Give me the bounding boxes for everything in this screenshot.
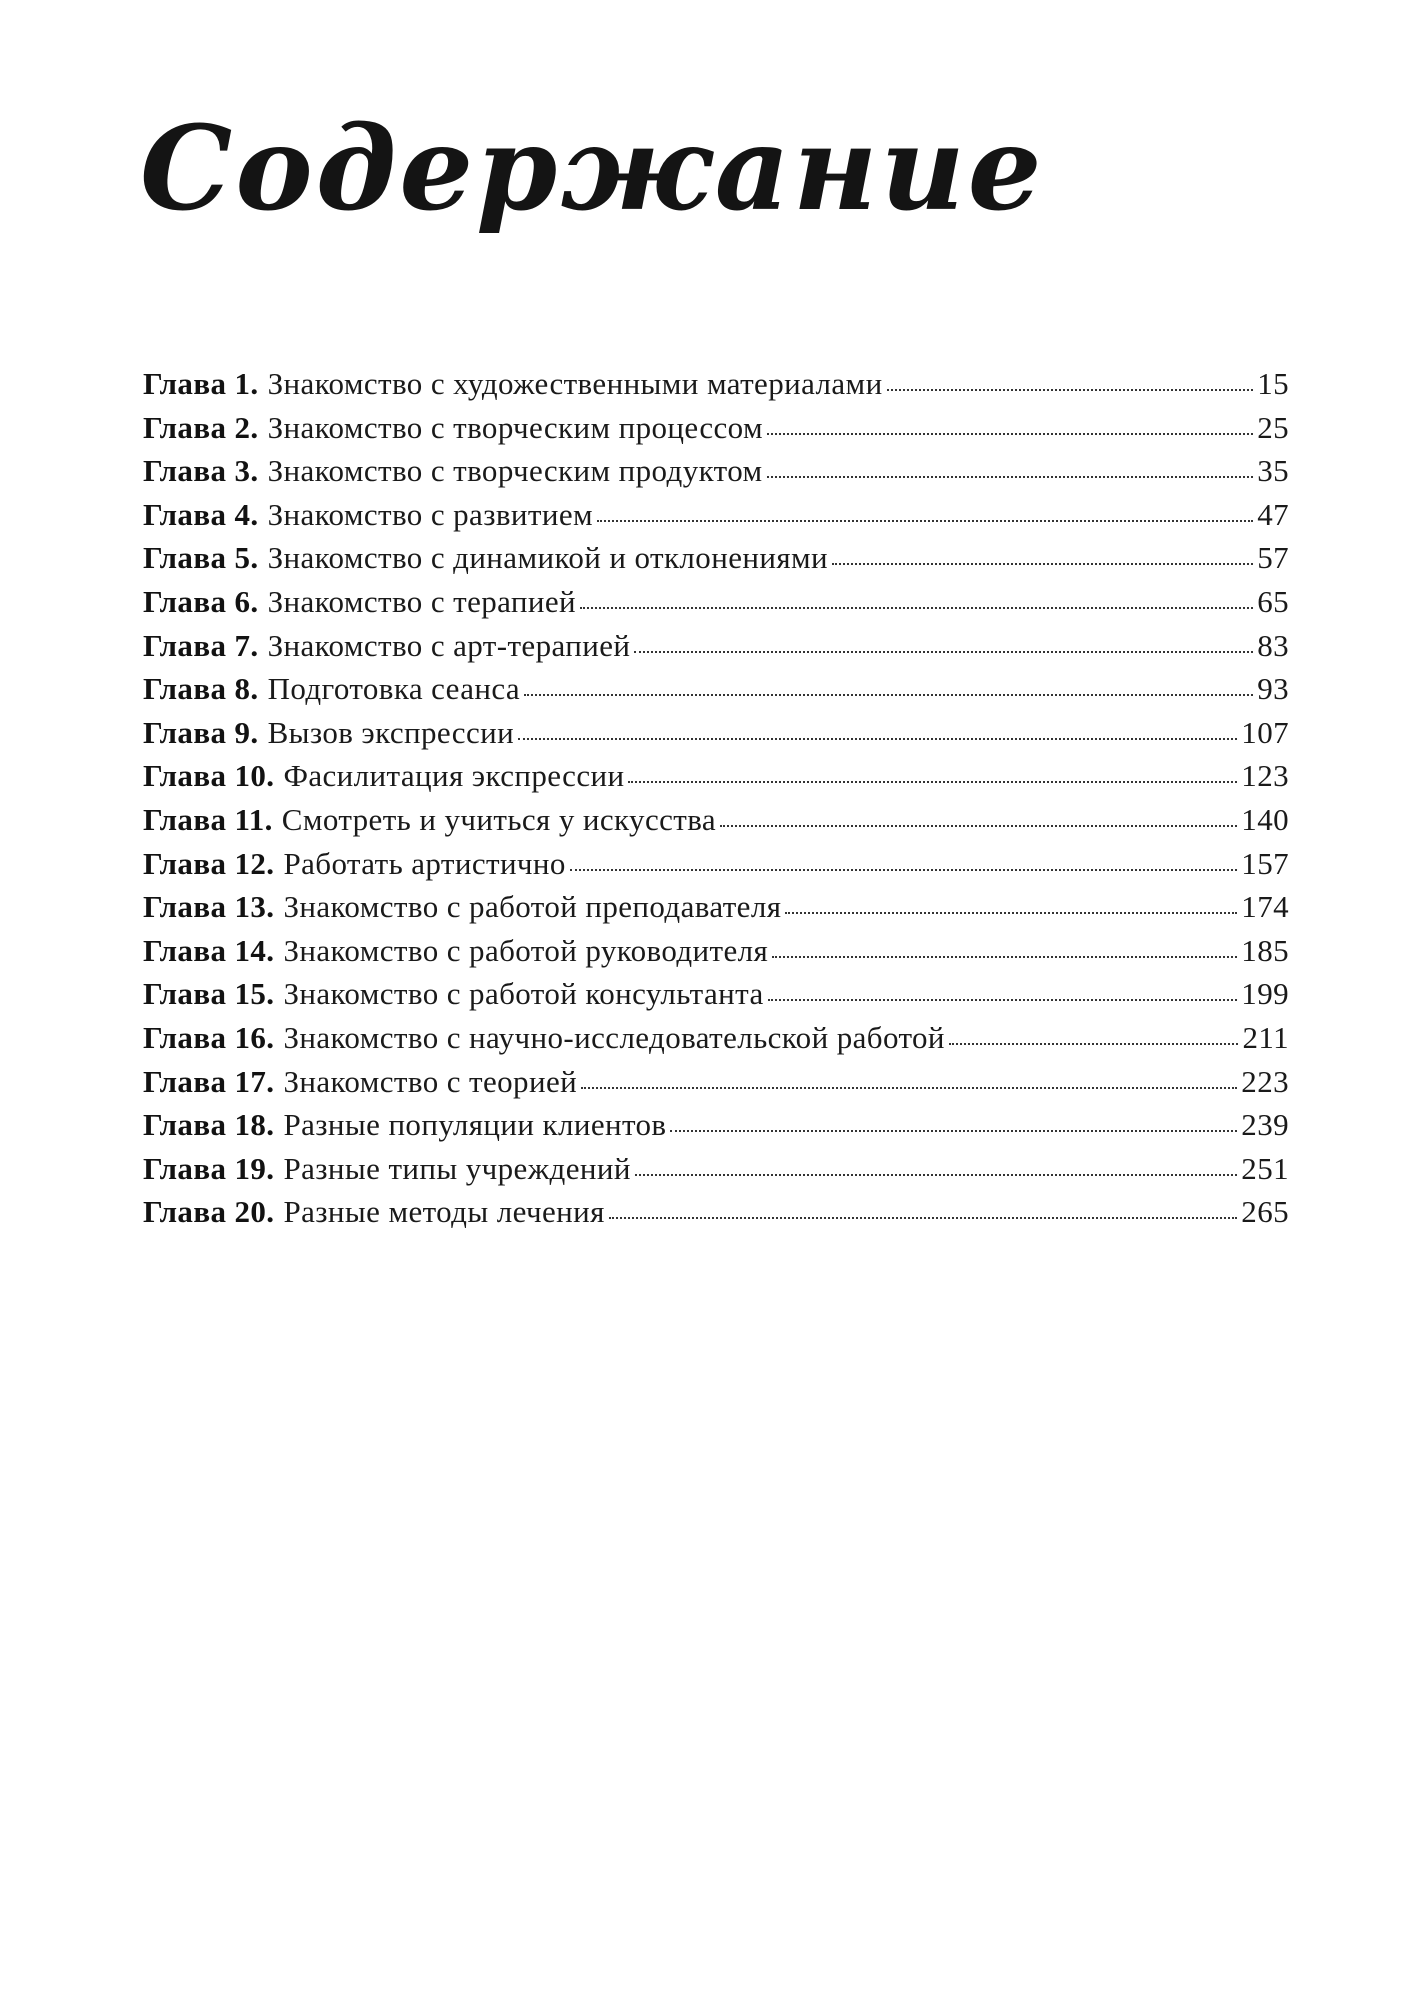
toc-entry [143,624,1289,668]
chapter-number: Глава 5. [143,540,259,576]
dot-leader [767,476,1254,478]
toc-entry [143,798,1289,842]
chapter-number: Глава 9. [143,714,259,750]
toc-entry [143,580,1289,624]
chapter-title: Разные типы учреждений [283,1150,631,1186]
chapter-number: Глава 13. [143,889,275,925]
toc-entry [143,1016,1289,1060]
toc-entry [143,1190,1289,1234]
chapter-title: Знакомство с арт-терапией [267,627,631,663]
dot-leader [581,1087,1237,1089]
dot-leader [609,1217,1238,1219]
page-number: 65 [1257,583,1289,619]
toc-entry [143,449,1289,493]
chapter-title: Знакомство с динамикой и отклонениями [267,540,828,576]
chapter-title: Знакомство с работой преподавателя [283,889,782,925]
chapter-title: Работать артистично [283,845,566,881]
toc-entry [143,929,1289,973]
chapter-title: Знакомство с научно-исследовательской работой [283,1019,945,1055]
page-number: 93 [1257,671,1289,707]
dot-leader [720,825,1237,827]
page-number: 25 [1257,409,1289,445]
chapter-title: Знакомство с творческим продуктом [267,453,763,489]
page-number: 211 [1242,1019,1289,1055]
dot-leader [772,956,1237,958]
chapter-number: Глава 12. [143,845,275,881]
dot-leader [887,389,1254,391]
toc-entry [143,536,1289,580]
dot-leader [767,433,1253,435]
page-number: 185 [1241,932,1289,968]
chapter-number: Глава 1. [143,366,259,401]
toc-entry [143,972,1289,1016]
toc-entry [143,1060,1289,1104]
chapter-number: Глава 2. [143,409,259,445]
page-number: 239 [1241,1107,1289,1143]
dot-leader [635,1174,1237,1176]
chapter-number: Глава 11. [143,801,273,837]
chapter-title: Знакомство с работой консультанта [283,976,764,1012]
chapter-title: Знакомство с теорией [283,1063,578,1099]
dot-leader [597,520,1253,522]
chapter-number: Глава 4. [143,496,259,532]
dot-leader [524,694,1253,696]
table-of-contents [143,362,1289,1234]
chapter-title: Знакомство с художественными материалами [267,366,883,401]
chapter-number: Глава 17. [143,1063,275,1099]
toc-entry [143,885,1289,929]
dot-leader [785,912,1237,914]
chapter-title: Смотреть и учиться у искусства [281,801,717,837]
chapter-title: Разные методы лечения [283,1194,605,1230]
chapter-number: Глава 15. [143,976,275,1012]
page-number: 107 [1241,714,1289,750]
chapter-number: Глава 10. [143,758,275,794]
dot-leader [949,1043,1239,1045]
page-number: 35 [1257,453,1289,489]
toc-entry [143,667,1289,711]
chapter-number: Глава 3. [143,453,259,489]
toc-entry [143,754,1289,798]
page-title: Содержание [140,101,1045,237]
chapter-number: Глава 19. [143,1150,275,1186]
dot-leader [768,999,1238,1001]
dot-leader [580,607,1253,609]
page-number: 123 [1241,758,1289,794]
dot-leader [518,738,1237,740]
chapter-number: Глава 14. [143,932,275,968]
dot-leader [634,651,1253,653]
toc-entry [143,493,1289,537]
chapter-number: Глава 8. [143,671,259,707]
chapter-number: Глава 18. [143,1107,275,1143]
chapter-title: Знакомство с терапией [267,583,577,619]
dot-leader [628,781,1237,783]
chapter-title: Фасилитация экспрессии [283,758,625,794]
chapter-number: Глава 20. [143,1194,275,1230]
chapter-title: Подготовка сеанса [267,671,521,707]
dot-leader [832,563,1253,565]
chapter-number: Глава 7. [143,627,259,663]
toc-entry [143,362,1289,406]
page-number: 174 [1241,889,1289,925]
toc-entry [143,406,1289,450]
page-number: 47 [1257,496,1289,532]
toc-entry [143,1147,1289,1191]
page-number: 265 [1241,1194,1289,1230]
chapter-title: Вызов экспрессии [267,714,515,750]
chapter-number: Глава 6. [143,583,259,619]
toc-entry [143,711,1289,755]
page-number: 251 [1241,1150,1289,1186]
dot-leader [670,1130,1237,1132]
page-number: 57 [1257,540,1289,576]
chapter-title: Знакомство с творческим процессом [267,409,764,445]
page-number: 83 [1257,627,1289,663]
chapter-title: Знакомство с работой руководителя [283,932,769,968]
toc-entry [143,1103,1289,1147]
toc-entry [143,842,1289,886]
page-number: 15 [1257,366,1289,401]
chapter-title: Знакомство с развитием [267,496,593,532]
page-number: 157 [1241,845,1289,881]
chapter-number: Глава 16. [143,1019,275,1055]
page-number: 223 [1241,1063,1289,1099]
chapter-title: Разные популяции клиентов [283,1107,667,1143]
page-number: 199 [1241,976,1289,1012]
dot-leader [570,869,1237,871]
page-number: 140 [1241,801,1289,837]
